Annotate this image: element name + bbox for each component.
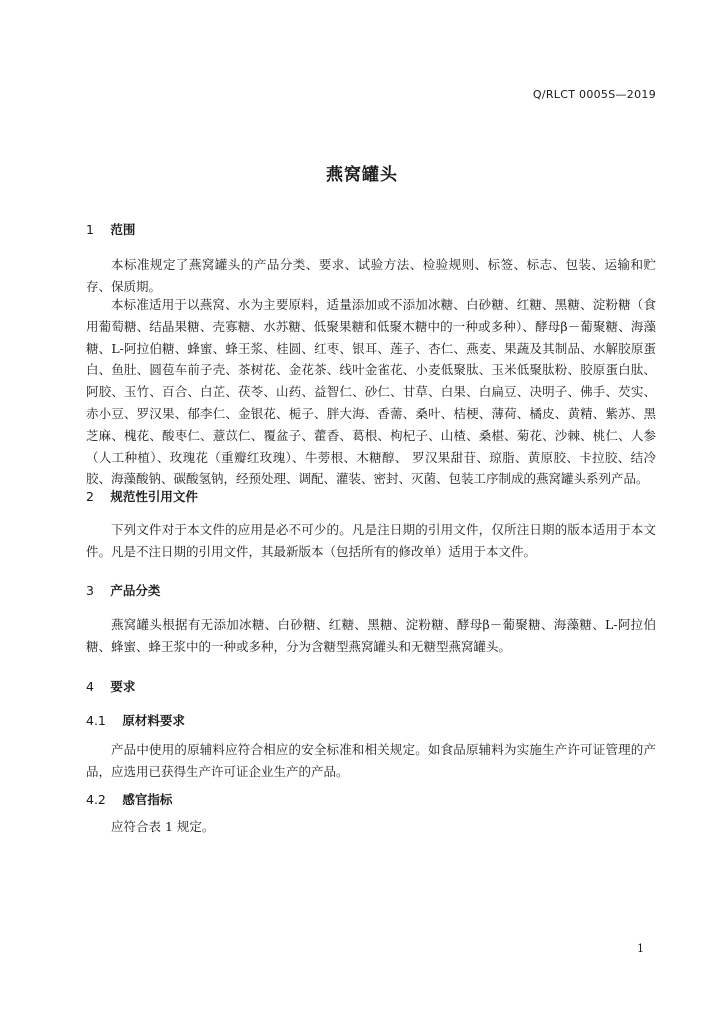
section-number: 3 — [86, 583, 94, 598]
section-1-paragraph-1: 本标准规定了燕窝罐头的产品分类、要求、试验方法、检验规则、标签、标志、包装、运输和贮存、保质期。 — [86, 257, 656, 294]
section-title: 感官指标 — [122, 792, 173, 807]
document-title: 燕窝罐头 — [326, 165, 398, 185]
section-number: 1 — [86, 222, 94, 237]
section-4-2-paragraph-1: 应符合表 1 规定。 — [111, 819, 215, 834]
section-4-heading — [86, 677, 135, 695]
section-2-heading — [86, 487, 198, 505]
section-number: 4.2 — [86, 792, 106, 807]
document-code: Q/RLCT 0005S—2019 — [532, 88, 656, 101]
section-4-1-heading — [86, 711, 185, 729]
section-title: 产品分类 — [110, 583, 161, 598]
section-2-paragraph-1: 下列文件对于本文件的应用是必不可少的。凡是注日期的引用文件，仅所注日期的版本适用于本文件。凡是不注日期的引用文件，其最新版本（包括所有的修改单）适用于本文件。 — [86, 522, 656, 559]
section-4-1-paragraph-1: 产品中使用的原辅料应符合相应的安全标准和相关规定。如食品原辅料为实施生产许可证管理的产品，应选用已获得生产许可证企业生产的产品。 — [86, 742, 656, 779]
section-title: 原材料要求 — [122, 713, 185, 728]
section-title: 范围 — [110, 222, 136, 237]
section-number: 4 — [86, 679, 94, 694]
page-number: 1 — [637, 942, 644, 955]
section-number: 2 — [86, 489, 94, 504]
section-1-paragraph-2: 本标准适用于以燕窝、水为主要原料，适量添加或不添加冰糖、白砂糖、红糖、黑糖、淀粉糖（食用葡萄糖、结晶果糖、壳寡糖、水苏糖、低聚果糖和低聚木糖中的一种或多种）、酵母β－葡聚糖、海藻糖、L-阿拉伯糖、蜂蜜、蜂王浆、桂圆、红枣、银耳、莲子、杏仁、燕麦、果蔬及其制品、水解胶原蛋白、鱼肚、圆苞车前子壳、茶树花、金花茶、线叶金雀花、小麦低聚肽、玉米低聚肽粉、胶原蛋白肽、阿胶、玉竹、百合、白芷、茯苓、山药、益智仁、砂仁、甘草、白果、白扁豆、决明子、佛手、芡实、赤小豆、罗汉果、郁李仁、金银花、栀子、胖大海、香薷、桑叶、桔梗、薄荷、橘皮、黄精、紫苏、黑芝麻、槐花、酸枣仁、薏苡仁、覆盆子、藿香、葛根、枸杞子、山楂、桑椹、菊花、沙棘、桃仁、人参（人工种植）、玫瑰花（重瓣红玫瑰）、牛蒡根、木糖醇、 罗汉果甜苷、琼脂、黄原胶、卡拉胶、结冷胶、海藻酸钠、碳酸氢钠，经预处理、调配、灌装、密封、灭菌、包装工序制成的燕窝罐头系列产品。 — [86, 297, 656, 487]
section-1-heading — [86, 220, 135, 238]
section-3-paragraph-1: 燕窝罐头根据有无添加冰糖、白砂糖、红糖、黑糖、淀粉糖、酵母β－葡聚糖、海藻糖、L-阿拉伯糖、蜂蜜、蜂王浆中的一种或多种，分为含糖型燕窝罐头和无糖型燕窝罐头。 — [86, 617, 656, 654]
section-4-2-heading — [86, 790, 172, 808]
section-number: 4.1 — [86, 713, 106, 728]
section-title: 要求 — [110, 679, 136, 694]
section-title: 规范性引用文件 — [110, 489, 198, 504]
section-3-heading — [86, 581, 160, 599]
